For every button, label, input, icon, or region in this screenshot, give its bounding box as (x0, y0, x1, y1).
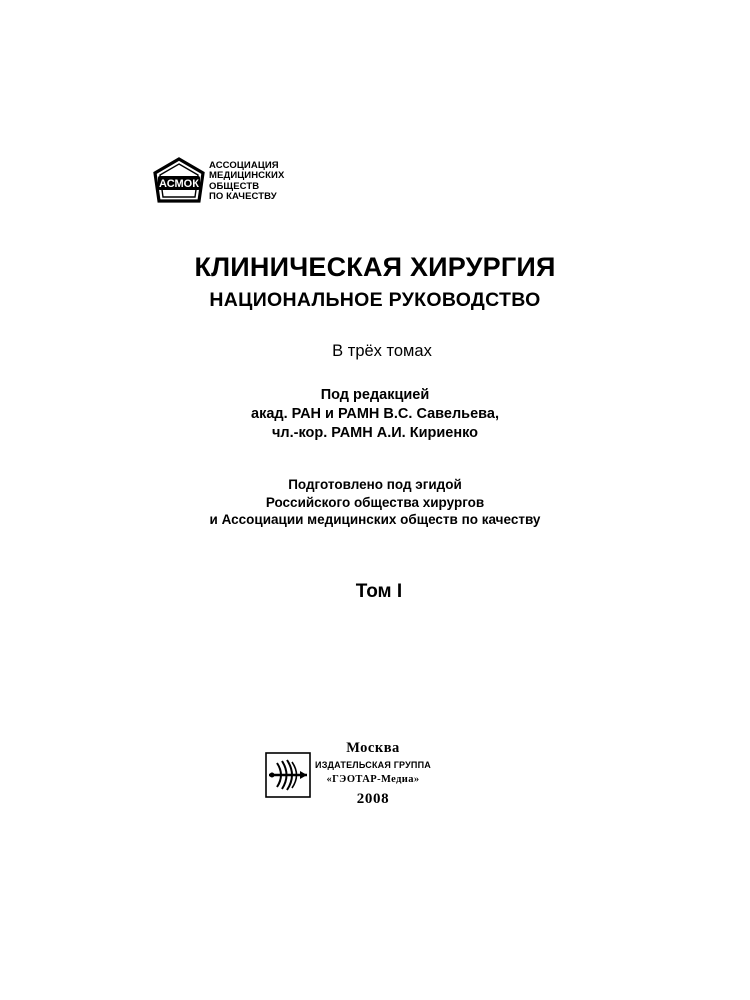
geotar-emblem-icon (265, 752, 311, 798)
association-line: АССОЦИАЦИЯ (209, 160, 279, 171)
publisher-city: Москва (346, 740, 400, 756)
geotar-logo (265, 752, 311, 798)
auspices-block (0, 476, 750, 529)
book-title: КЛИНИЧЕСКАЯ ХИРУРГИЯ (194, 252, 556, 282)
volumes-note: В трёх томах (332, 342, 432, 360)
editors-line: чл.-кор. РАМН А.И. Кириенко (271, 425, 479, 441)
auspices-line: Подготовлено под эгидой (288, 477, 462, 492)
asmok-logo (152, 157, 206, 205)
editors-line: акад. РАН и РАМН В.С. Савельева, (251, 406, 499, 422)
association-line: МЕДИЦИНСКИХ (209, 170, 285, 182)
publisher-group: ИЗДАТЕЛЬСКАЯ ГРУППА (315, 760, 431, 770)
asmok-emblem-icon (152, 157, 206, 205)
editors-block (0, 386, 750, 443)
asmok-logo-text: АСМОК (159, 178, 199, 190)
book-subtitle: НАЦИОНАЛЬНОЕ РУКОВОДСТВО (209, 289, 541, 311)
auspices-line: и Ассоциации медицинских обществ по качеству (209, 512, 541, 527)
volume-label: Том I (355, 581, 403, 602)
auspices-line: Российского общества хирургов (265, 494, 485, 510)
editors-line: Под редакцией (320, 387, 430, 403)
association-name (209, 161, 284, 203)
publisher-name: «ГЭОТАР-Медиа» (326, 774, 420, 785)
publication-year: 2008 (356, 791, 390, 807)
association-line: ПО КАЧЕСТВУ (209, 191, 277, 203)
association-line: ОБЩЕСТВ (209, 180, 260, 192)
